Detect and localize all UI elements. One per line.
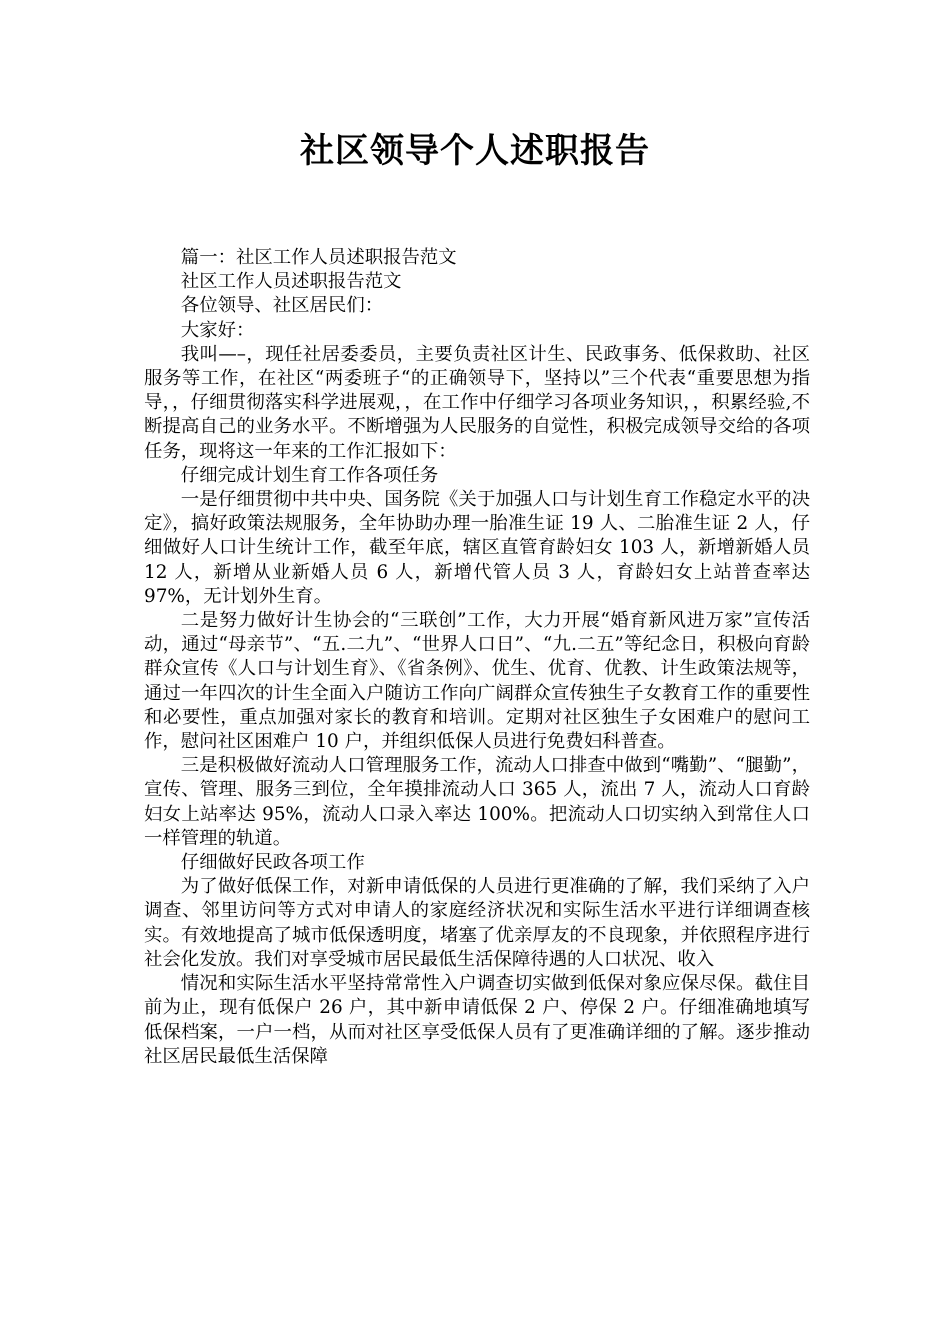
- section-heading: 仔细完成计划生育工作各项任务: [180, 464, 439, 486]
- paragraph: 三是积极做好流动人口管理服务工作，流动人口排查中做到“嘴勤”、“腿勤”，宣传、管理、服务三到位，全年摸排流动人口 365 人，流出 7 人，流动人口育龄妇女上站率达 95%，流动人口录入率达 100%。把流动人口切实纳入到常住人口一样管理的轨道。: [144, 755, 810, 849]
- paragraph: 大家好：: [180, 319, 255, 341]
- section-heading: 仔细做好民政各项工作: [180, 852, 365, 874]
- paragraph: 二是努力做好计生协会的“三联创”工作，大力开展“婚育新风进万家”宣传活动，通过“母亲节”、“五.二九”、“世界人口日”、“九.二五”等纪念日，积极向育龄群众宣传《人口与计划生育》、《省条例》、优生、优育、优教、计生政策法规等，通过一年四次的计生全面入户随访工作向广阔群众宣传独生子女教育工作的重要性和必要性，重点加强对家长的教育和培训。定期对社区独生子女困难户的慰问工作，慰问社区困难户 10 户，并组织低保人员进行免费妇科普查。: [144, 610, 810, 753]
- paragraph: 篇一：社区工作人员述职报告范文: [180, 247, 457, 268]
- document-body: [144, 246, 810, 1069]
- document-title: 社区领导个人述职报告: [300, 131, 650, 171]
- paragraph: 情况和实际生活水平坚持常常性入户调查切实做到低保对象应保尽保。截住目前为止，现有低保户 26 户，其中新申请低保 2 户、停保 2 户。仔细准确地填写低保档案，一户一档，从而对社区享受低保人员有了更准确详细的了解。逐步推动社区居民最低生活保障: [144, 973, 810, 1067]
- paragraph: 社区工作人员述职报告范文: [180, 271, 402, 293]
- paragraph: 各位领导、社区居民们：: [180, 295, 384, 317]
- paragraph: 为了做好低保工作，对新申请低保的人员进行更准确的了解，我们采纳了入户调查、邻里访问等方式对申请人的家庭经济状况和实际生活水平进行详细调查核实。有效地提高了城市低保透明度，堵塞了优亲厚友的不良现象，并依照程序进行社会化发放。我们对享受城市居民最低生活保障待遇的人口状况、收入: [144, 876, 810, 970]
- paragraph: 一是仔细贯彻中共中央、国务院《关于加强人口与计划生育工作稳定水平的决定》，搞好政策法规服务，全年协助办理一胎准生证 19 人、二胎准生证 2 人，仔细做好人口计生统计工作，截至年底，辖区直管育龄妇女 103 人，新增新婚人员 12 人，新增从业新婚人员 6 人，新增代管人员 3 人，育龄妇女上站普查率达 97%，无计划外生育。: [144, 489, 810, 607]
- paragraph: 我叫—–，现任社居委委员，主要负责社区计生、民政事务、低保救助、社区服务等工作，在社区“两委班子“的正确领导下，坚持以”三个代表“重要思想为指导，，仔细贯彻落实科学进展观，，在工作中仔细学习各项业务知识，，积累经验,不断提高自己的业务水平。不断增强为人民服务的自觉性，积极完成领导交给的各项任务，现将这一年来的工作汇报如下：: [144, 343, 810, 462]
